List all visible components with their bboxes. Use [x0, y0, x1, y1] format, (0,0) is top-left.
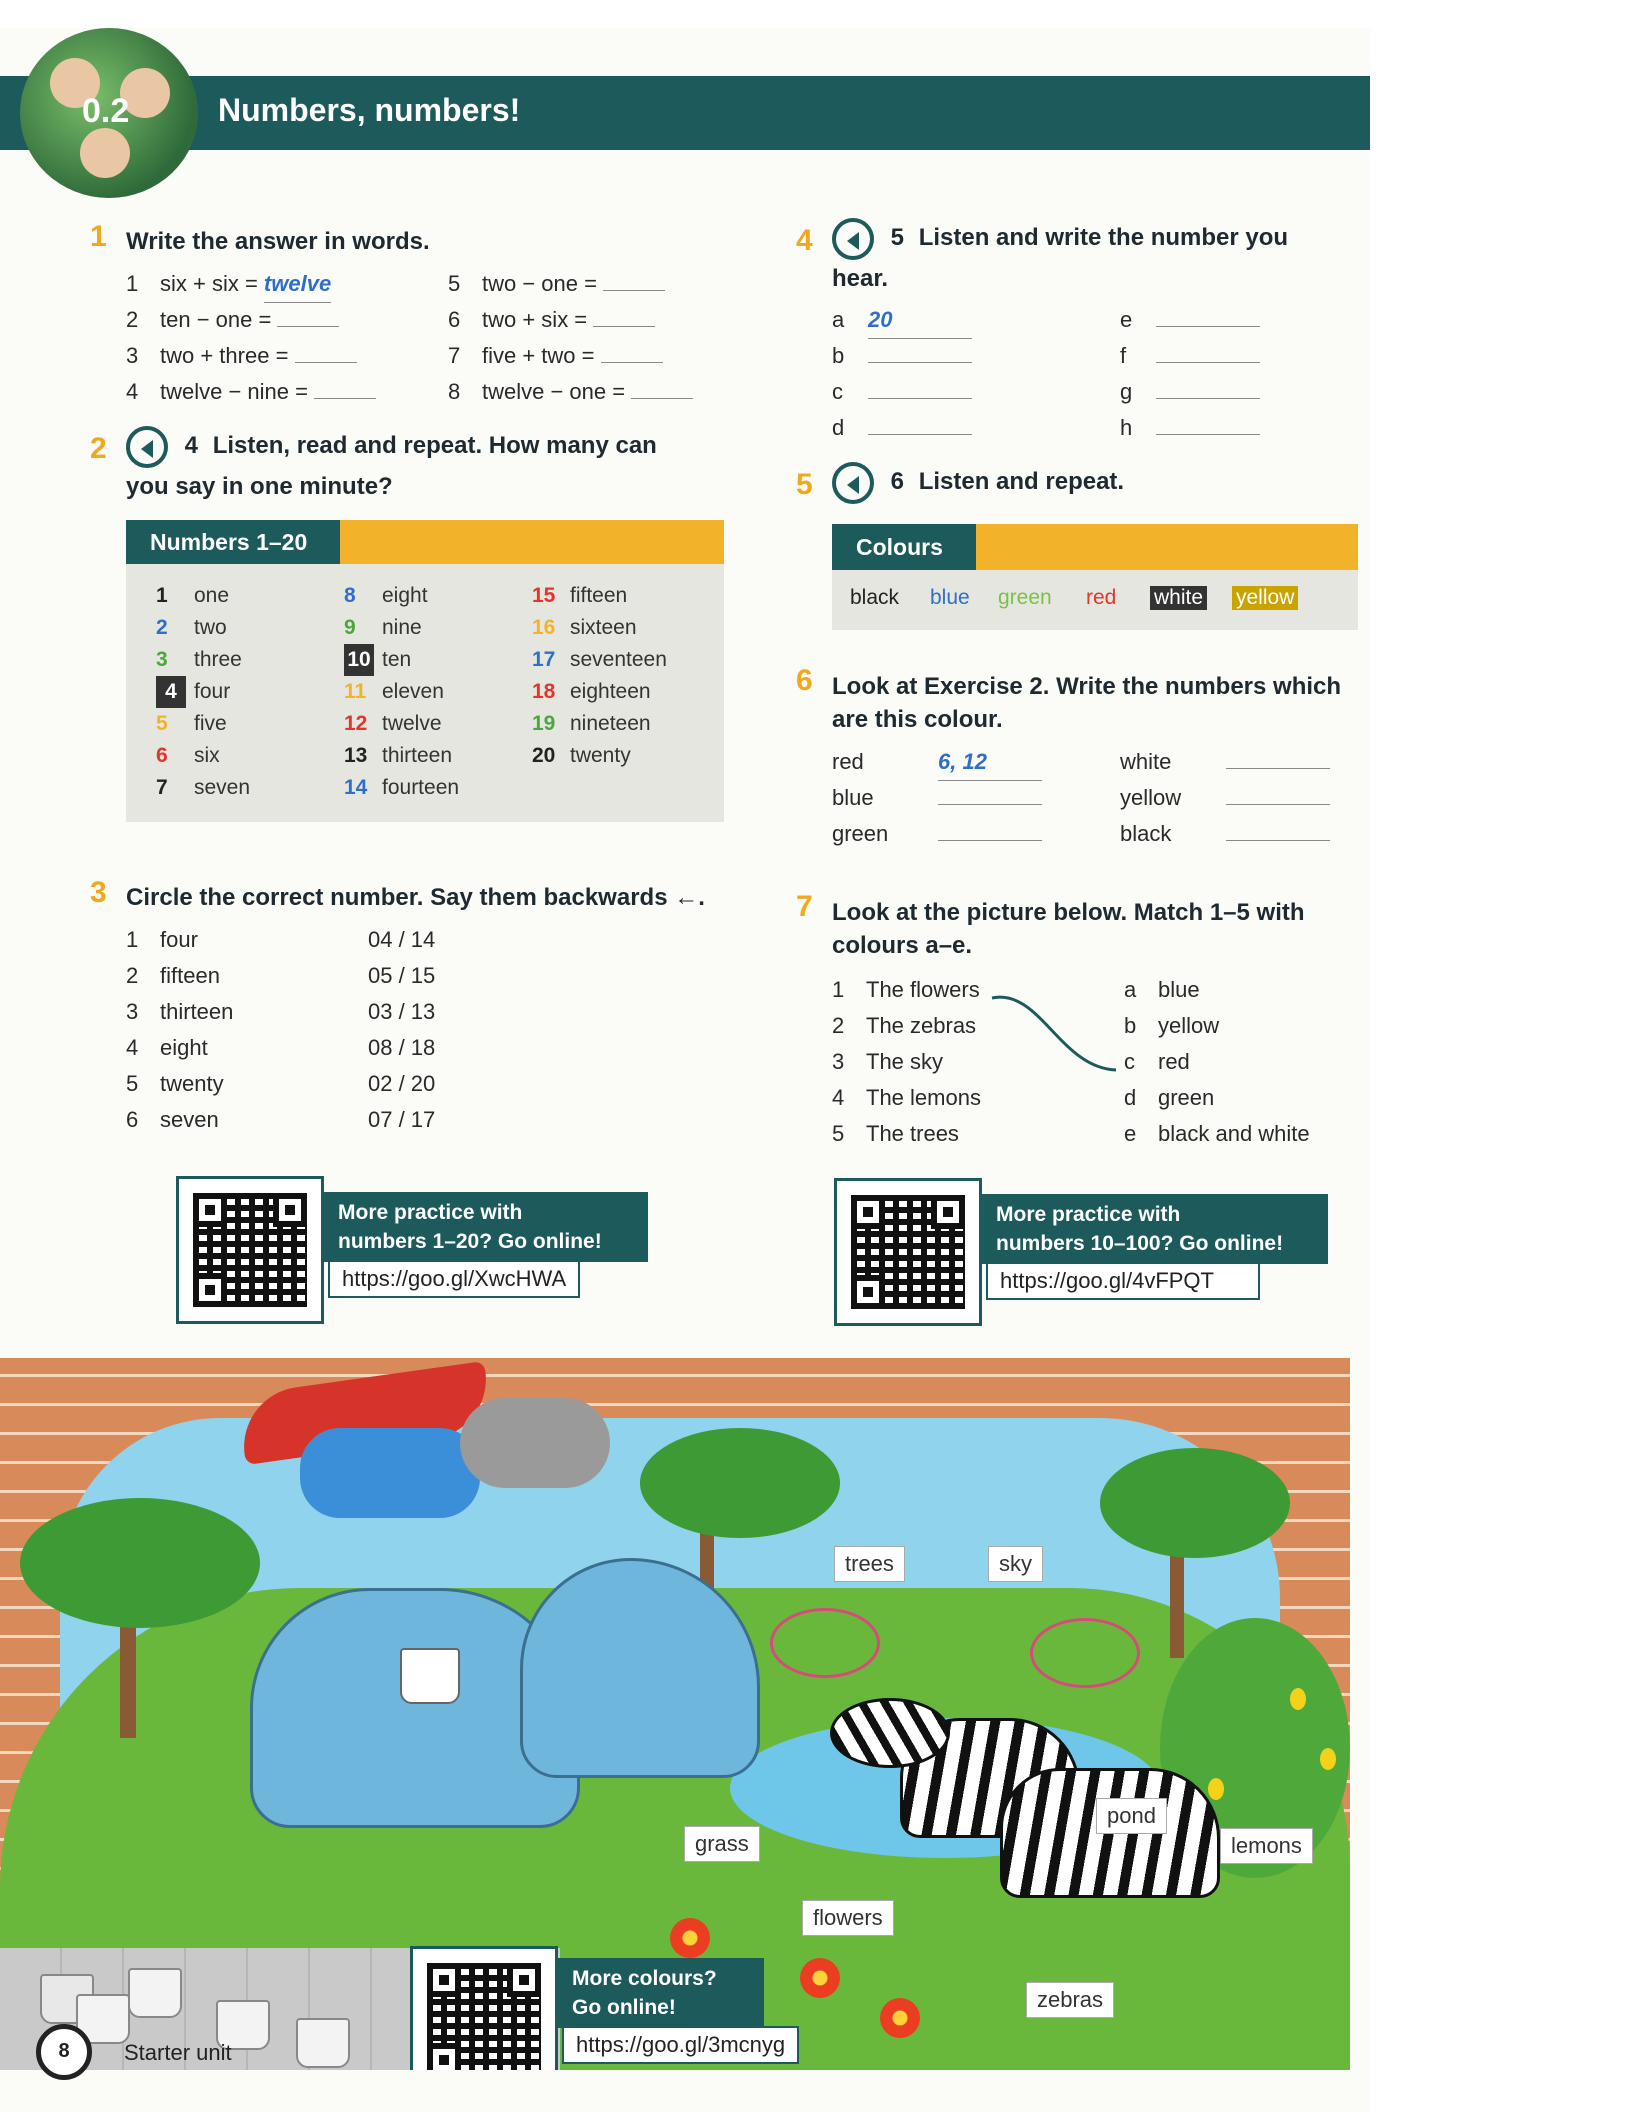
- item-number: 5: [832, 1121, 845, 1146]
- ex2-track: 4: [184, 432, 199, 460]
- number-word: seventeen: [570, 648, 667, 671]
- answer-blank[interactable]: [295, 362, 357, 363]
- qr-code-1[interactable]: [176, 1176, 324, 1324]
- match-item: [832, 1044, 943, 1080]
- item-text: The zebras: [866, 1013, 977, 1038]
- number-word: four: [194, 680, 231, 703]
- number-entry: [344, 676, 444, 708]
- tree: [20, 1498, 260, 1628]
- item-number: 2: [126, 963, 139, 988]
- ex6-number: 6: [796, 664, 813, 697]
- ex3-item: [126, 958, 435, 994]
- ex4-track: 5: [890, 224, 905, 252]
- number-options[interactable]: 07 / 17: [368, 1107, 436, 1132]
- label-pond: pond: [1096, 1798, 1167, 1834]
- number-entry: [156, 580, 229, 612]
- number-digit: 7: [156, 776, 168, 799]
- option-letter: e: [1124, 1121, 1137, 1146]
- colour-answer-row: [1120, 780, 1330, 816]
- colour-word: blue: [930, 586, 970, 609]
- item-number: 5: [126, 1071, 139, 1096]
- option-text: yellow: [1158, 1013, 1220, 1038]
- promo-3-link[interactable]: https://goo.gl/3mcnyg: [562, 2026, 799, 2064]
- colour-answer-row: [832, 744, 1042, 781]
- answer-blank[interactable]: [868, 362, 972, 363]
- number-digit: 1: [156, 584, 168, 607]
- promo-2-link[interactable]: https://goo.gl/4vFPQT: [986, 1262, 1260, 1300]
- qr-code-2[interactable]: [834, 1178, 982, 1326]
- option-letter: d: [1124, 1085, 1137, 1110]
- number-entry: [156, 708, 227, 740]
- lesson-title: Numbers, numbers!: [218, 92, 521, 128]
- number-digit: 8: [344, 584, 356, 607]
- page-number: 8: [36, 2024, 92, 2080]
- ex5-title-text: Listen and repeat.: [918, 468, 1125, 496]
- item-question: two − one =: [482, 271, 604, 296]
- number-digit: 17: [532, 648, 556, 671]
- tree: [640, 1428, 840, 1538]
- number-digit: 4: [156, 676, 186, 708]
- answer-letter: g: [1120, 379, 1133, 404]
- match-item: [832, 1116, 959, 1152]
- colour-name: yellow: [1120, 785, 1182, 810]
- ex3-item: [126, 994, 435, 1030]
- number-digit: 11: [344, 680, 367, 703]
- answer-blank[interactable]: [1156, 326, 1260, 327]
- promo-3-text: More colours? Go online!: [558, 1958, 764, 2028]
- item-question: five + two =: [482, 343, 601, 368]
- ex2-title-line1: Listen, read and repeat. How many can: [212, 432, 657, 460]
- match-option: [1124, 1116, 1310, 1152]
- number-entry: [532, 708, 651, 740]
- answer-row: [1120, 338, 1260, 374]
- colour-answer-row: [1120, 744, 1330, 780]
- ex5-track: 6: [890, 468, 905, 496]
- match-option: [1124, 1008, 1219, 1044]
- answer-letter: h: [1120, 415, 1133, 440]
- ex3-item: [126, 1102, 435, 1138]
- colour-word: black: [850, 586, 900, 609]
- number-digit: 5: [156, 712, 168, 735]
- number-word: sixteen: [570, 616, 637, 639]
- ex1-item: [448, 374, 693, 410]
- ex1-item: [126, 266, 331, 303]
- ex7-number: 7: [796, 890, 813, 923]
- label-lemons: lemons: [1220, 1828, 1313, 1864]
- ex2-title: [126, 426, 657, 468]
- colour-word: yellow: [1232, 586, 1298, 610]
- ex4-number: 4: [796, 224, 813, 257]
- answer-blank[interactable]: [601, 362, 663, 363]
- number-word: fourteen: [382, 776, 460, 799]
- numbers-box-label: Numbers 1–20: [126, 520, 340, 564]
- number-digit: 19: [532, 712, 556, 735]
- match-option: [1124, 972, 1200, 1008]
- answer-row: [832, 302, 972, 339]
- match-item: [832, 1080, 981, 1116]
- lesson-number: 0.2: [82, 92, 130, 130]
- number-entry: [156, 740, 220, 772]
- option-text: black and white: [1158, 1121, 1310, 1146]
- ex6-title-line2: are this colour.: [832, 706, 1003, 733]
- item-word: eight: [160, 1035, 208, 1060]
- number-word: eleven: [382, 680, 444, 703]
- number-digit: 15: [532, 584, 556, 607]
- ex3-title: Circle the correct number. Say them backwards ←.: [126, 884, 705, 911]
- number-digit: 6: [156, 744, 168, 767]
- ex6-title-line1: Look at Exercise 2. Write the numbers which: [832, 673, 1342, 700]
- label-grass: grass: [684, 1826, 760, 1862]
- number-word: two: [194, 616, 227, 639]
- ex1-number: 1: [90, 220, 107, 253]
- ex3-item: [126, 922, 435, 958]
- answer-blank[interactable]: [1156, 362, 1260, 363]
- item-number: 1: [126, 271, 139, 296]
- audio-icon[interactable]: [832, 462, 874, 504]
- item-number: 3: [832, 1049, 845, 1074]
- ex3-number: 3: [90, 876, 107, 909]
- answer-blank[interactable]: [631, 398, 693, 399]
- ex4-title-line2: hear.: [832, 265, 889, 292]
- match-option: [1124, 1080, 1214, 1116]
- number-word: eight: [382, 584, 428, 607]
- number-digit: 20: [532, 744, 556, 767]
- item-word: fifteen: [160, 963, 220, 988]
- number-entry: [532, 740, 631, 772]
- number-word: nine: [382, 616, 422, 639]
- number-word: nineteen: [570, 712, 651, 735]
- answer-blank[interactable]: [1226, 804, 1330, 805]
- header-bar: [0, 76, 1370, 150]
- number-digit: 10: [344, 644, 374, 676]
- ex3-item: [126, 1066, 435, 1102]
- answer-row: [1120, 374, 1260, 410]
- number-entry: [344, 772, 459, 804]
- option-text: red: [1158, 1049, 1190, 1074]
- number-options[interactable]: 03 / 13: [368, 999, 436, 1024]
- item-text: The sky: [866, 1049, 944, 1074]
- number-digit: 9: [344, 616, 356, 639]
- number-entry: [344, 580, 428, 612]
- item-number: 4: [126, 379, 139, 404]
- colour-answer-row: [832, 816, 1042, 852]
- answer-letter: f: [1120, 343, 1127, 368]
- label-zebras: zebras: [1026, 1982, 1114, 2018]
- number-entry: [344, 644, 411, 676]
- colour-name: red: [832, 749, 864, 774]
- number-options[interactable]: 04 / 14: [368, 927, 436, 952]
- number-entry: [156, 612, 227, 644]
- number-digit: 2: [156, 616, 168, 639]
- answer-blank[interactable]: 20: [868, 302, 972, 339]
- answer-blank[interactable]: [938, 804, 1042, 805]
- answer-blank[interactable]: [314, 398, 376, 399]
- ex1-item: [448, 266, 665, 302]
- item-word: thirteen: [160, 999, 234, 1024]
- ex3-item: [126, 1030, 435, 1066]
- number-entry: [532, 644, 667, 676]
- answer-row: [832, 338, 972, 374]
- number-entry: [344, 612, 422, 644]
- number-entry: [532, 612, 637, 644]
- item-number: 6: [448, 307, 461, 332]
- unit-label: Starter unit: [124, 2040, 232, 2065]
- answer-row: [1120, 410, 1260, 446]
- promo-2-text: More practice with numbers 10–100? Go online!: [982, 1194, 1328, 1264]
- item-number: 1: [832, 977, 845, 1002]
- item-number: 7: [448, 343, 461, 368]
- ex7-title-line1: Look at the picture below. Match 1–5 with: [832, 899, 1305, 926]
- ex5-title: [832, 462, 1124, 504]
- ex2-number: 2: [90, 432, 107, 465]
- answer-blank[interactable]: [1226, 840, 1330, 841]
- number-digit: 13: [344, 744, 368, 767]
- colour-word: red: [1086, 586, 1117, 609]
- answer-letter: d: [832, 415, 845, 440]
- number-options[interactable]: 02 / 20: [368, 1071, 436, 1096]
- item-text: The trees: [866, 1121, 959, 1146]
- number-word: fifteen: [570, 584, 628, 607]
- answer-blank[interactable]: [938, 840, 1042, 841]
- ex4-title-line1: Listen and write the number you: [918, 224, 1289, 252]
- number-word: three: [194, 648, 242, 671]
- answer-letter: c: [832, 379, 843, 404]
- answer-blank[interactable]: [1226, 768, 1330, 769]
- ex1-item: [448, 338, 663, 374]
- colour-name: green: [832, 821, 889, 846]
- number-word: six: [194, 744, 220, 767]
- item-question: twelve − nine =: [160, 379, 315, 404]
- colours-box: [832, 524, 1358, 630]
- colour-word: green: [998, 586, 1052, 609]
- colour-name: blue: [832, 785, 874, 810]
- ex7-example-match-line: [990, 988, 1120, 1078]
- colour-answer-row: [832, 780, 1042, 816]
- item-number: 3: [126, 999, 139, 1024]
- colour-answer-row: [1120, 816, 1330, 852]
- ex1-item: [126, 338, 357, 374]
- number-entry: [156, 644, 242, 676]
- item-question: ten − one =: [160, 307, 278, 332]
- item-text: The lemons: [866, 1085, 981, 1110]
- number-word: eighteen: [570, 680, 651, 703]
- item-number: 2: [832, 1013, 845, 1038]
- number-entry: [344, 740, 452, 772]
- number-entry: [532, 580, 627, 612]
- item-question: twelve − one =: [482, 379, 632, 404]
- item-question: two + three =: [160, 343, 295, 368]
- number-options[interactable]: 08 / 18: [368, 1035, 436, 1060]
- item-word: seven: [160, 1107, 219, 1132]
- item-number: 4: [126, 1035, 139, 1060]
- label-sky: sky: [988, 1546, 1043, 1582]
- ex1-item: [126, 302, 339, 338]
- answer-letter: b: [832, 343, 845, 368]
- label-flowers: flowers: [802, 1900, 894, 1936]
- option-letter: b: [1124, 1013, 1137, 1038]
- number-digit: 18: [532, 680, 556, 703]
- item-number: 5: [448, 271, 461, 296]
- option-letter: c: [1124, 1049, 1135, 1074]
- match-item: [832, 972, 980, 1008]
- number-word: twelve: [382, 712, 442, 735]
- answer-row: [1120, 302, 1260, 338]
- answer-blank[interactable]: [1156, 398, 1260, 399]
- colour-name: white: [1120, 749, 1172, 774]
- answer-blank[interactable]: 6, 12: [938, 744, 1042, 781]
- answer-blank[interactable]: [277, 326, 339, 327]
- workbook-page: [0, 28, 1370, 2112]
- number-word: thirteen: [382, 744, 453, 767]
- audio-icon[interactable]: [832, 218, 874, 260]
- ex7-title-line2: colours a–e.: [832, 932, 973, 959]
- item-number: 8: [448, 379, 461, 404]
- number-digit: 12: [344, 712, 368, 735]
- number-digit: 14: [344, 776, 368, 799]
- item-number: 1: [126, 927, 139, 952]
- number-entry: [532, 676, 651, 708]
- answer-letter: e: [1120, 307, 1133, 332]
- option-letter: a: [1124, 977, 1137, 1002]
- item-number: 3: [126, 343, 139, 368]
- answer-blank[interactable]: twelve: [264, 266, 331, 303]
- promo-1-text: More practice with numbers 1–20? Go online!: [324, 1192, 648, 1262]
- label-trees: trees: [834, 1546, 905, 1582]
- item-number: 4: [832, 1085, 845, 1110]
- ex5-number: 5: [796, 468, 813, 501]
- answer-blank[interactable]: [868, 434, 972, 435]
- zoo-illustration: [0, 1358, 1350, 2070]
- number-word: ten: [382, 648, 412, 671]
- item-number: 2: [126, 307, 139, 332]
- option-text: green: [1158, 1085, 1215, 1110]
- ex1-item: [126, 374, 376, 410]
- numbers-box: [126, 520, 724, 822]
- number-digit: 3: [156, 648, 168, 671]
- ex1-item: [448, 302, 655, 338]
- superhero-wolf: [300, 1428, 480, 1518]
- item-number: 6: [126, 1107, 139, 1132]
- match-item: [832, 1008, 976, 1044]
- number-entry: [344, 708, 442, 740]
- answer-blank[interactable]: [603, 290, 665, 291]
- colour-word: white: [1150, 586, 1207, 610]
- ex2-title-line2: you say in one minute?: [126, 473, 393, 500]
- option-text: blue: [1158, 977, 1200, 1002]
- answer-row: [832, 410, 972, 446]
- number-options[interactable]: 05 / 15: [368, 963, 436, 988]
- number-entry: [156, 772, 250, 804]
- answer-letter: a: [832, 307, 845, 332]
- number-word: seven: [194, 776, 251, 799]
- answer-blank[interactable]: [1156, 434, 1260, 435]
- number-digit: 16: [532, 616, 556, 639]
- ex1-title: Write the answer in words.: [126, 228, 430, 255]
- answer-blank[interactable]: [593, 326, 655, 327]
- number-word: one: [194, 584, 230, 607]
- item-question: six + six =: [160, 271, 264, 296]
- item-word: twenty: [160, 1071, 224, 1096]
- answer-blank[interactable]: [868, 398, 972, 399]
- item-text: The flowers: [866, 977, 980, 1002]
- answer-row: [832, 374, 972, 410]
- item-question: two + six =: [482, 307, 594, 332]
- number-word: five: [194, 712, 227, 735]
- item-word: four: [160, 927, 198, 952]
- match-option: [1124, 1044, 1190, 1080]
- audio-icon[interactable]: [126, 426, 168, 468]
- number-entry: [156, 676, 230, 708]
- promo-1-link[interactable]: https://goo.gl/XwcHWA: [328, 1260, 580, 1298]
- number-word: twenty: [570, 744, 631, 767]
- ex4-title: [832, 218, 1288, 260]
- tree: [1100, 1448, 1290, 1558]
- colour-name: black: [1120, 821, 1172, 846]
- colours-box-label: Colours: [832, 524, 976, 570]
- qr-code-3[interactable]: [410, 1946, 558, 2070]
